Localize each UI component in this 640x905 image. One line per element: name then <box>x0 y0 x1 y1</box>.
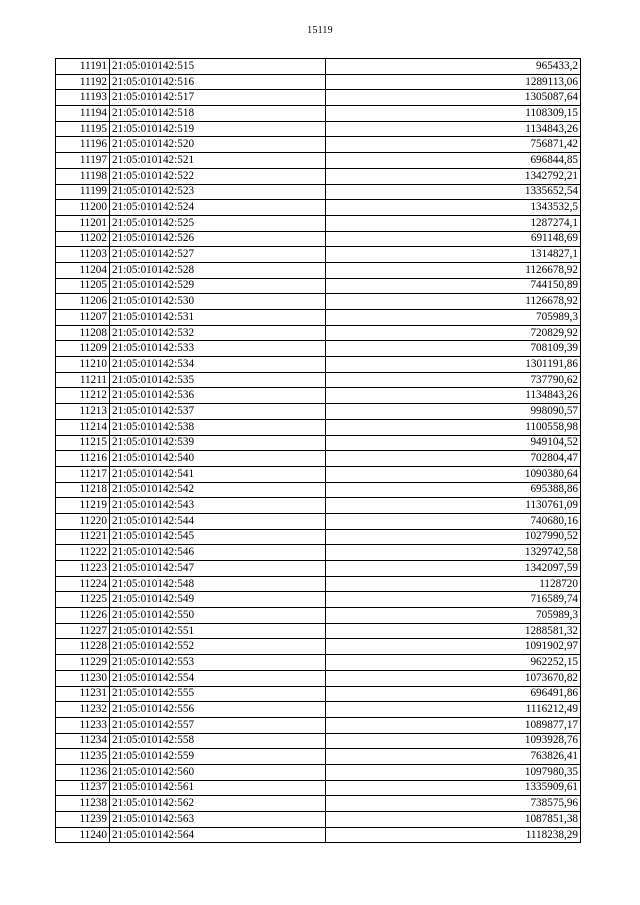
table-row <box>56 498 581 514</box>
cadastral-number-cell: 21:05:010142:526 <box>110 231 326 247</box>
row-number-cell: 11226 <box>56 608 110 624</box>
cadastral-value-cell: 965433,2 <box>326 59 581 75</box>
cadastral-number-cell: 21:05:010142:564 <box>110 827 326 843</box>
cadastral-number-cell: 21:05:010142:546 <box>110 545 326 561</box>
table-row <box>56 153 581 169</box>
row-number-cell: 11216 <box>56 451 110 467</box>
cadastral-number-cell: 21:05:010142:538 <box>110 419 326 435</box>
row-number-cell: 11194 <box>56 106 110 122</box>
cadastral-number-cell: 21:05:010142:523 <box>110 184 326 200</box>
table-row <box>56 561 581 577</box>
cadastral-number-cell: 21:05:010142:518 <box>110 106 326 122</box>
cadastral-value-cell: 1343532,5 <box>326 200 581 216</box>
page-number: 15119 <box>307 25 333 36</box>
cadastral-number-cell: 21:05:010142:535 <box>110 372 326 388</box>
cadastral-value-cell: 738575,96 <box>326 796 581 812</box>
table-row <box>56 796 581 812</box>
row-number-cell: 11237 <box>56 780 110 796</box>
table-row <box>56 200 581 216</box>
cadastral-number-cell: 21:05:010142:525 <box>110 215 326 231</box>
table-row <box>56 404 581 420</box>
cadastral-number-cell: 21:05:010142:529 <box>110 278 326 294</box>
cadastral-number-cell: 21:05:010142:563 <box>110 812 326 828</box>
cadastral-value-cell: 1289113,06 <box>326 74 581 90</box>
cadastral-value-cell: 1335909,61 <box>326 780 581 796</box>
row-number-cell: 11200 <box>56 200 110 216</box>
cadastral-number-cell: 21:05:010142:515 <box>110 59 326 75</box>
cadastral-number-cell: 21:05:010142:534 <box>110 357 326 373</box>
cadastral-value-cell: 962252,15 <box>326 655 581 671</box>
cadastral-number-cell: 21:05:010142:561 <box>110 780 326 796</box>
cadastral-number-cell: 21:05:010142:536 <box>110 388 326 404</box>
cadastral-number-cell: 21:05:010142:533 <box>110 341 326 357</box>
table-row <box>56 231 581 247</box>
row-number-cell: 11202 <box>56 231 110 247</box>
cadastral-number-cell: 21:05:010142:528 <box>110 262 326 278</box>
cadastral-number-cell: 21:05:010142:555 <box>110 686 326 702</box>
cadastral-value-cell: 1108309,15 <box>326 106 581 122</box>
cadastral-number-cell: 21:05:010142:549 <box>110 592 326 608</box>
cadastral-value-cell: 998090,57 <box>326 404 581 420</box>
row-number-cell: 11215 <box>56 435 110 451</box>
row-number-cell: 11208 <box>56 325 110 341</box>
table-row <box>56 717 581 733</box>
table-row <box>56 372 581 388</box>
cadastral-value-table <box>55 58 581 843</box>
cadastral-value-cell: 1329742,58 <box>326 545 581 561</box>
row-number-cell: 11222 <box>56 545 110 561</box>
row-number-cell: 11230 <box>56 670 110 686</box>
row-number-cell: 11193 <box>56 90 110 106</box>
cadastral-number-cell: 21:05:010142:545 <box>110 529 326 545</box>
cadastral-value-cell: 1314827,1 <box>326 247 581 263</box>
row-number-cell: 11204 <box>56 262 110 278</box>
cadastral-value-cell: 705989,3 <box>326 608 581 624</box>
cadastral-number-cell: 21:05:010142:558 <box>110 733 326 749</box>
cadastral-number-cell: 21:05:010142:522 <box>110 168 326 184</box>
cadastral-value-cell: 1342792,21 <box>326 168 581 184</box>
cadastral-number-cell: 21:05:010142:552 <box>110 639 326 655</box>
cadastral-number-cell: 21:05:010142:539 <box>110 435 326 451</box>
table-row <box>56 435 581 451</box>
cadastral-number-cell: 21:05:010142:524 <box>110 200 326 216</box>
cadastral-number-cell: 21:05:010142:550 <box>110 608 326 624</box>
table-row <box>56 341 581 357</box>
row-number-cell: 11214 <box>56 419 110 435</box>
cadastral-value-cell: 1134843,26 <box>326 388 581 404</box>
cadastral-number-cell: 21:05:010142:553 <box>110 655 326 671</box>
table-row <box>56 137 581 153</box>
cadastral-value-cell: 1128720 <box>326 576 581 592</box>
table-row <box>56 545 581 561</box>
cadastral-value-cell: 1335652,54 <box>326 184 581 200</box>
row-number-cell: 11220 <box>56 513 110 529</box>
row-number-cell: 11227 <box>56 623 110 639</box>
table-row <box>56 325 581 341</box>
cadastral-value-cell: 1342097,59 <box>326 561 581 577</box>
cadastral-value-cell: 1090380,64 <box>326 466 581 482</box>
cadastral-value-cell: 1027990,52 <box>326 529 581 545</box>
cadastral-number-cell: 21:05:010142:543 <box>110 498 326 514</box>
cadastral-number-cell: 21:05:010142:554 <box>110 670 326 686</box>
table-row <box>56 639 581 655</box>
cadastral-value-cell: 1089877,17 <box>326 717 581 733</box>
row-number-cell: 11211 <box>56 372 110 388</box>
row-number-cell: 11196 <box>56 137 110 153</box>
row-number-cell: 11224 <box>56 576 110 592</box>
table-row <box>56 608 581 624</box>
table-row <box>56 184 581 200</box>
row-number-cell: 11210 <box>56 357 110 373</box>
table-row <box>56 294 581 310</box>
row-number-cell: 11233 <box>56 717 110 733</box>
cadastral-value-cell: 1134843,26 <box>326 121 581 137</box>
cadastral-number-cell: 21:05:010142:551 <box>110 623 326 639</box>
cadastral-number-cell: 21:05:010142:557 <box>110 717 326 733</box>
cadastral-number-cell: 21:05:010142:541 <box>110 466 326 482</box>
row-number-cell: 11201 <box>56 215 110 231</box>
cadastral-value-cell: 716589,74 <box>326 592 581 608</box>
row-number-cell: 11229 <box>56 655 110 671</box>
row-number-cell: 11203 <box>56 247 110 263</box>
cadastral-value-cell: 1116212,49 <box>326 702 581 718</box>
row-number-cell: 11209 <box>56 341 110 357</box>
table-row <box>56 655 581 671</box>
table-row <box>56 482 581 498</box>
table-row <box>56 247 581 263</box>
cadastral-value-cell: 1126678,92 <box>326 262 581 278</box>
row-number-cell: 11225 <box>56 592 110 608</box>
table-row <box>56 686 581 702</box>
cadastral-value-cell: 756871,42 <box>326 137 581 153</box>
table-row <box>56 74 581 90</box>
cadastral-value-cell: 696844,85 <box>326 153 581 169</box>
row-number-cell: 11240 <box>56 827 110 843</box>
table-row <box>56 670 581 686</box>
cadastral-value-cell: 1301191,86 <box>326 357 581 373</box>
cadastral-value-cell: 1126678,92 <box>326 294 581 310</box>
row-number-cell: 11207 <box>56 310 110 326</box>
cadastral-value-cell: 1100558,98 <box>326 419 581 435</box>
table-row <box>56 780 581 796</box>
table-row <box>56 419 581 435</box>
table-row <box>56 827 581 843</box>
table-row <box>56 168 581 184</box>
row-number-cell: 11199 <box>56 184 110 200</box>
cadastral-number-cell: 21:05:010142:521 <box>110 153 326 169</box>
cadastral-value-cell: 740680,16 <box>326 513 581 529</box>
table-row <box>56 749 581 765</box>
table-row <box>56 278 581 294</box>
cadastral-value-cell: 1305087,64 <box>326 90 581 106</box>
cadastral-value-cell: 695388,86 <box>326 482 581 498</box>
cadastral-value-cell: 737790,62 <box>326 372 581 388</box>
row-number-cell: 11197 <box>56 153 110 169</box>
row-number-cell: 11217 <box>56 466 110 482</box>
row-number-cell: 11223 <box>56 561 110 577</box>
cadastral-number-cell: 21:05:010142:531 <box>110 310 326 326</box>
cadastral-number-cell: 21:05:010142:547 <box>110 561 326 577</box>
cadastral-number-cell: 21:05:010142:519 <box>110 121 326 137</box>
row-number-cell: 11191 <box>56 59 110 75</box>
cadastral-value-cell: 763826,41 <box>326 749 581 765</box>
table-row <box>56 262 581 278</box>
table-row <box>56 733 581 749</box>
cadastral-value-cell: 949104,52 <box>326 435 581 451</box>
row-number-cell: 11219 <box>56 498 110 514</box>
row-number-cell: 11231 <box>56 686 110 702</box>
table-row <box>56 592 581 608</box>
cadastral-value-cell: 708109,39 <box>326 341 581 357</box>
cadastral-value-cell: 1073670,82 <box>326 670 581 686</box>
cadastral-value-cell: 1087851,38 <box>326 812 581 828</box>
row-number-cell: 11213 <box>56 404 110 420</box>
cadastral-value-cell: 691148,69 <box>326 231 581 247</box>
row-number-cell: 11212 <box>56 388 110 404</box>
row-number-cell: 11198 <box>56 168 110 184</box>
row-number-cell: 11232 <box>56 702 110 718</box>
cadastral-value-cell: 720829,92 <box>326 325 581 341</box>
cadastral-value-cell: 1287274,1 <box>326 215 581 231</box>
cadastral-number-cell: 21:05:010142:560 <box>110 764 326 780</box>
row-number-cell: 11238 <box>56 796 110 812</box>
table-row <box>56 388 581 404</box>
table-body <box>56 59 581 843</box>
table-row <box>56 466 581 482</box>
cadastral-number-cell: 21:05:010142:556 <box>110 702 326 718</box>
cadastral-value-cell: 1130761,09 <box>326 498 581 514</box>
table-row <box>56 59 581 75</box>
cadastral-value-cell: 1091902,97 <box>326 639 581 655</box>
table-row <box>56 764 581 780</box>
row-number-cell: 11228 <box>56 639 110 655</box>
cadastral-value-cell: 696491,86 <box>326 686 581 702</box>
table-row <box>56 529 581 545</box>
row-number-cell: 11236 <box>56 764 110 780</box>
cadastral-value-cell: 1097980,35 <box>326 764 581 780</box>
table-row <box>56 106 581 122</box>
cadastral-number-cell: 21:05:010142:544 <box>110 513 326 529</box>
cadastral-number-cell: 21:05:010142:540 <box>110 451 326 467</box>
cadastral-value-cell: 744150,89 <box>326 278 581 294</box>
cadastral-value-cell: 1093928,76 <box>326 733 581 749</box>
cadastral-number-cell: 21:05:010142:559 <box>110 749 326 765</box>
row-number-cell: 11221 <box>56 529 110 545</box>
cadastral-number-cell: 21:05:010142:517 <box>110 90 326 106</box>
cadastral-number-cell: 21:05:010142:542 <box>110 482 326 498</box>
table-row <box>56 121 581 137</box>
cadastral-number-cell: 21:05:010142:537 <box>110 404 326 420</box>
cadastral-number-cell: 21:05:010142:527 <box>110 247 326 263</box>
table-row <box>56 576 581 592</box>
table-row <box>56 215 581 231</box>
cadastral-value-cell: 1288581,32 <box>326 623 581 639</box>
table-row <box>56 451 581 467</box>
row-number-cell: 11218 <box>56 482 110 498</box>
row-number-cell: 11234 <box>56 733 110 749</box>
row-number-cell: 11239 <box>56 812 110 828</box>
table-row <box>56 513 581 529</box>
cadastral-number-cell: 21:05:010142:530 <box>110 294 326 310</box>
row-number-cell: 11206 <box>56 294 110 310</box>
table-row <box>56 623 581 639</box>
cadastral-number-cell: 21:05:010142:562 <box>110 796 326 812</box>
table-row <box>56 90 581 106</box>
cadastral-number-cell: 21:05:010142:548 <box>110 576 326 592</box>
table-row <box>56 702 581 718</box>
cadastral-number-cell: 21:05:010142:520 <box>110 137 326 153</box>
cadastral-number-cell: 21:05:010142:532 <box>110 325 326 341</box>
table-row <box>56 357 581 373</box>
row-number-cell: 11192 <box>56 74 110 90</box>
cadastral-value-cell: 1118238,29 <box>326 827 581 843</box>
table-row <box>56 812 581 828</box>
row-number-cell: 11195 <box>56 121 110 137</box>
cadastral-value-cell: 702804,47 <box>326 451 581 467</box>
cadastral-number-cell: 21:05:010142:516 <box>110 74 326 90</box>
table-row <box>56 310 581 326</box>
row-number-cell: 11235 <box>56 749 110 765</box>
cadastral-value-cell: 705989,3 <box>326 310 581 326</box>
row-number-cell: 11205 <box>56 278 110 294</box>
